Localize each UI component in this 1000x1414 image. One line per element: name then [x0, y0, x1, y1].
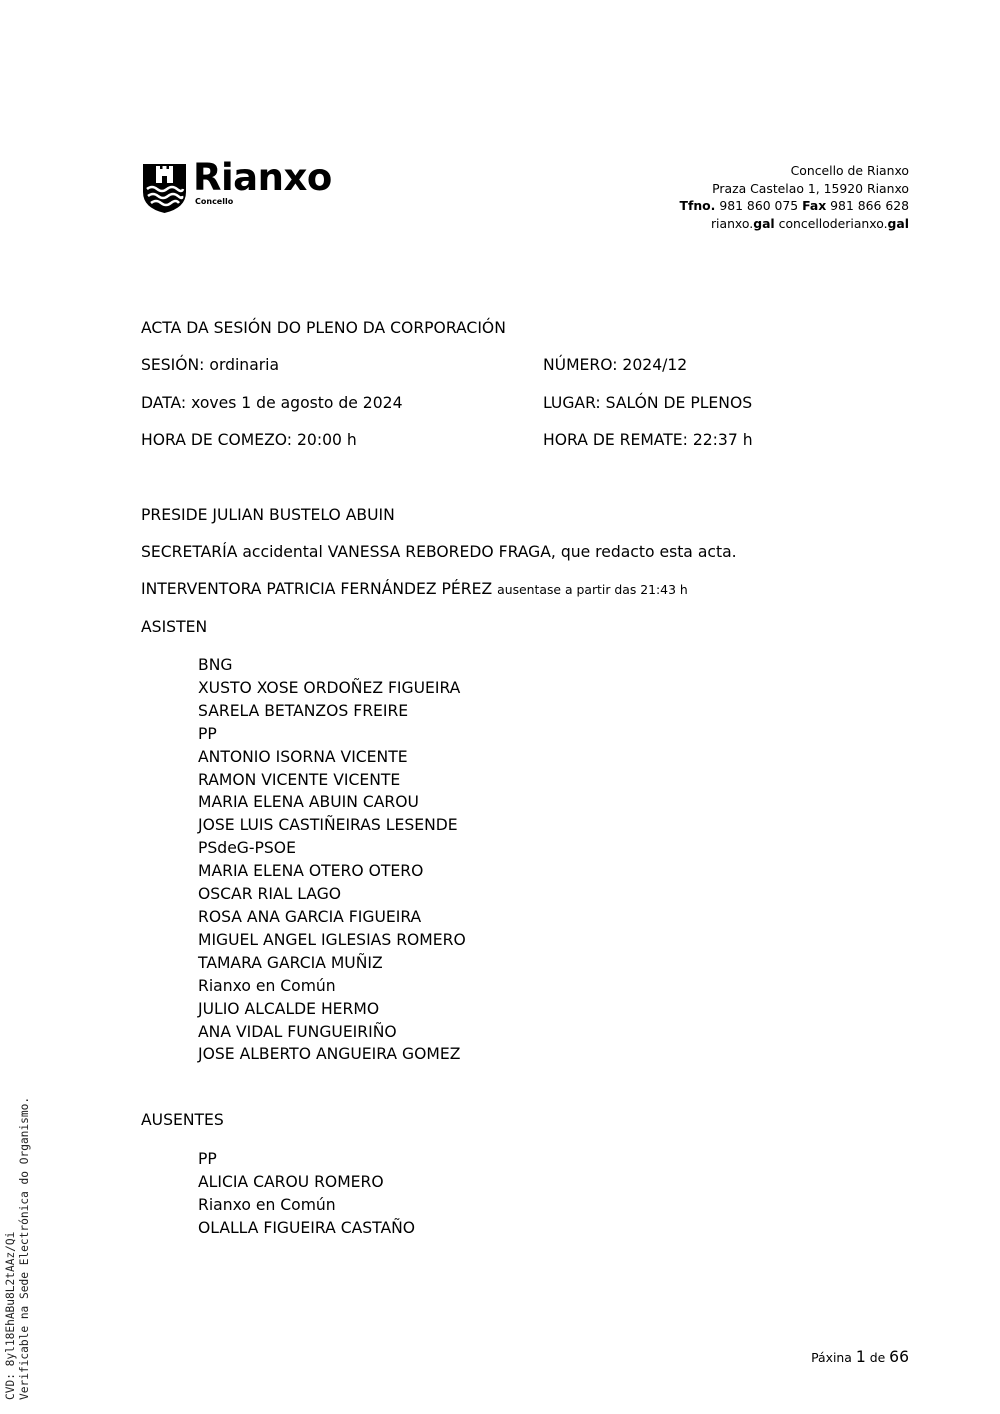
- session-date: DATA: xoves 1 de agosto de 2024: [141, 394, 403, 412]
- verification-text: Verificable na Sede Electrónica do Organismo.: [18, 1096, 31, 1400]
- list-item: JOSE ALBERTO ANGUEIRA GOMEZ: [198, 1045, 461, 1064]
- secretary-line: SECRETARÍA accidental VANESSA REBOREDO FRAGA, que redacto esta acta.: [141, 543, 737, 561]
- list-item: PSdeG-PSOE: [198, 839, 296, 858]
- list-item: ROSA ANA GARCIA FIGUEIRA: [198, 907, 422, 926]
- list-item: OSCAR RIAL LAGO: [198, 885, 342, 904]
- address-name: Concello de Rianxo: [790, 163, 909, 178]
- fax-value: 981 866 628: [830, 198, 909, 214]
- address-street: Praza Castelao 1, 15920 Rianxo: [712, 180, 909, 196]
- web-link-1[interactable]: rianxo.gal: [710, 215, 775, 231]
- list-item: JULIO ALCALDE HERMO: [198, 999, 380, 1018]
- list-item: PP: [198, 1150, 217, 1168]
- list-item: Rianxo en Común: [198, 976, 336, 995]
- list-item: ANTONIO ISORNA VICENTE: [198, 747, 408, 766]
- phone-value: 981 860 075: [719, 198, 799, 214]
- absentees-heading: AUSENTES: [141, 1111, 224, 1129]
- list-item: JOSE LUIS CASTIÑEIRAS LESENDE: [198, 816, 458, 835]
- logo-wordmark: Rianxo: [193, 156, 332, 199]
- document-title: ACTA DA SESIÓN DO PLENO DA CORPORACIÓN: [141, 319, 506, 337]
- fax-label: Fax: [802, 198, 827, 214]
- start-time: HORA DE COMEZO: 20:00 h: [141, 431, 357, 449]
- list-item: ALICIA CAROU ROMERO: [198, 1172, 384, 1191]
- page-of: de: [869, 1350, 886, 1365]
- intervener-line: [141, 580, 688, 598]
- list-item: XUSTO XOSE ORDOÑEZ FIGUEIRA: [198, 678, 461, 697]
- page-number: [811, 1348, 909, 1366]
- list-item: OLALLA FIGUEIRA CASTAÑO: [198, 1218, 416, 1237]
- absentees-list: [198, 1148, 415, 1240]
- web-link-2[interactable]: concelloderianxo.gal: [778, 215, 909, 231]
- list-item: SARELA BETANZOS FREIRE: [198, 701, 409, 720]
- session-place: LUGAR: SALÓN DE PLENOS: [543, 394, 753, 412]
- attendees-heading: ASISTEN: [141, 618, 208, 636]
- list-item: TAMARA GARCIA MUÑIZ: [198, 953, 383, 972]
- address-phone-line: [680, 197, 910, 215]
- list-item: BNG: [198, 656, 233, 674]
- address-web-line: [680, 215, 910, 233]
- coat-of-arms-icon: [141, 162, 188, 214]
- end-time: HORA DE REMATE: 22:37 h: [543, 431, 753, 449]
- contact-address: [680, 162, 910, 232]
- list-item: RAMON VICENTE VICENTE: [198, 770, 401, 789]
- list-item: MARIA ELENA OTERO OTERO: [198, 862, 424, 881]
- session-number: NÚMERO: 2024/12: [543, 356, 688, 374]
- intervener-name: INTERVENTORA PATRICIA FERNÁNDEZ PÉREZ: [141, 580, 493, 598]
- list-item: Rianxo en Común: [198, 1195, 336, 1214]
- phone-label: Tfno.: [679, 198, 716, 214]
- list-item: PP: [198, 724, 217, 743]
- verification-code: [4, 1097, 32, 1400]
- session-type: SESIÓN: ordinaria: [141, 356, 280, 374]
- attendees-list: [198, 654, 466, 1066]
- page-total: 66: [889, 1348, 909, 1366]
- logo-subtitle: Concello: [195, 197, 234, 206]
- list-item: MIGUEL ANGEL IGLESIAS ROMERO: [198, 930, 466, 949]
- list-item: ANA VIDAL FUNGUEIRIÑO: [198, 1022, 397, 1041]
- page-current: 1: [855, 1348, 866, 1366]
- verification-cvd: CVD: 8yl18EhABu8L2tAAz/Qi: [4, 1231, 17, 1400]
- intervener-note: ausentase a partir das 21:43 h: [497, 582, 688, 597]
- concello-logo: [141, 156, 351, 216]
- page-word: Páxina: [811, 1350, 852, 1365]
- list-item: MARIA ELENA ABUIN CAROU: [198, 793, 419, 812]
- preside-line: PRESIDE JULIAN BUSTELO ABUIN: [141, 506, 395, 524]
